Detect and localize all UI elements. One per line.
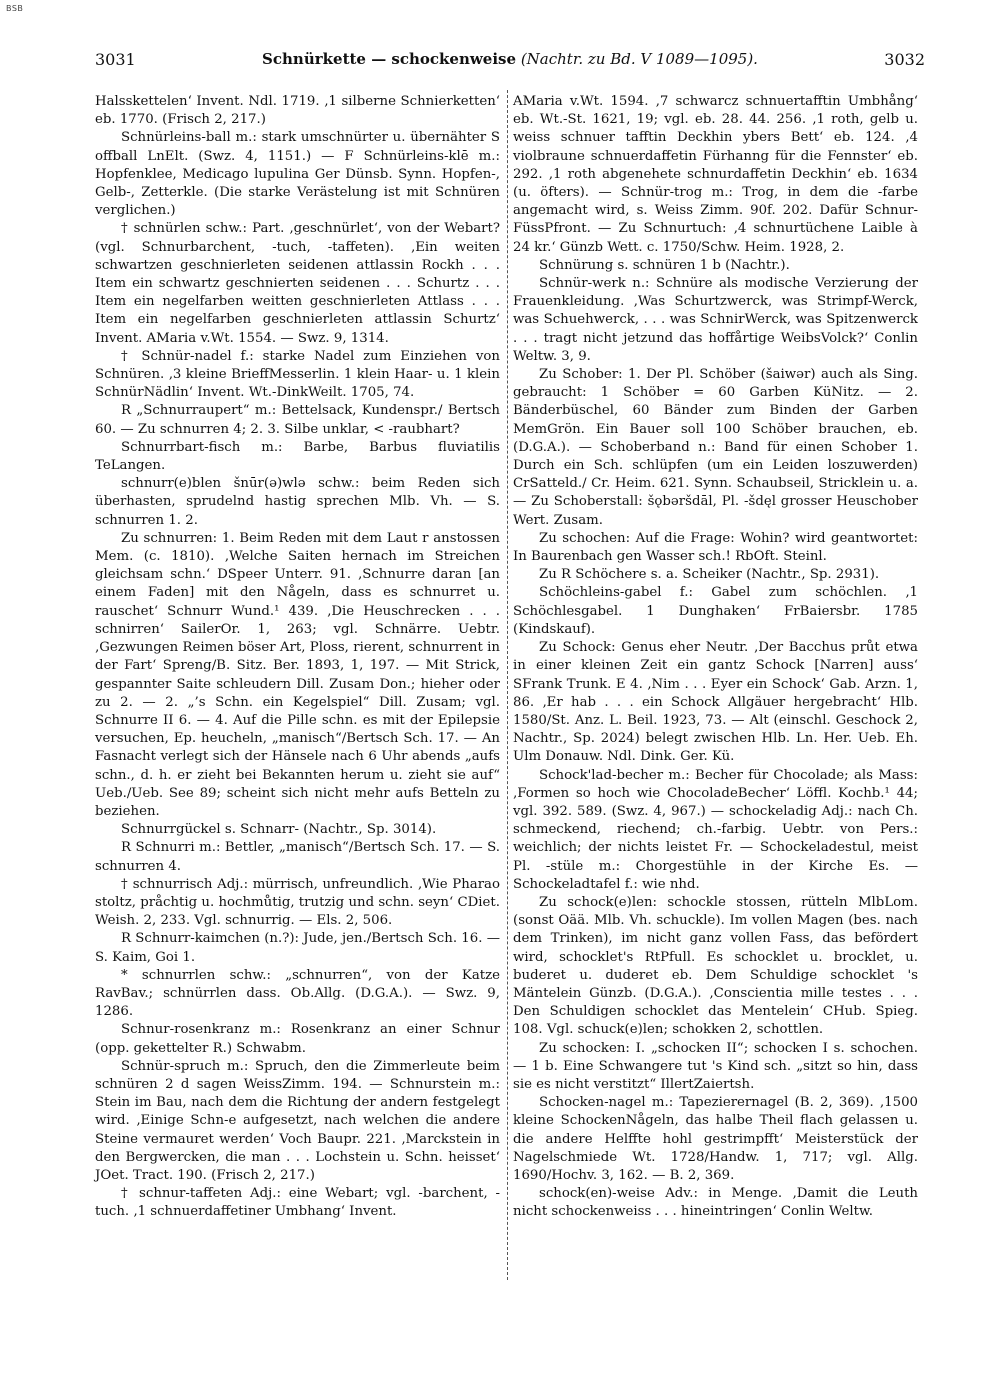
- dictionary-entry: Schock'lad-becher m.: Becher für Chocolade; als Mass: ‚Formen so hoch wie ChocoladeBecher‘ Löffl. Kochb.¹ 44; vgl. 392. 589. (Swz. 4, 967.) — schockeladig Adj.: nach Ch. schmeckend, riechend; ch.-farbig. Uebtr. von Pers.: weichlich; der nichts leistet Fr. — Schockeladestul, meist Pl. -stüle m.: Chorgestühle in der Kirche Es. — Schockeladtafel f.: wie nhd.: [513, 767, 918, 892]
- dictionary-entry: Schnür-spruch m.: Spruch, den die Zimmerleute beim schnüren 2 d sagen WeissZimm. 194. — Schnurstein m.: Stein im Bau, nach dem die Richtung der andern festgelegt wird. ‚Einige Schn-e aufgesetzt, nach welchen die andere Steine vermauret werden‘ Voch Baupr. 221. ‚Marckstein in den Bergwercken, die man . . . Lochstein u. Schn. heisset‘ JOet. Tract. 190. (Frisch 2, 217.): [95, 1058, 500, 1183]
- dictionary-entry: Zu R Schöchere s. a. Scheiker (Nachtr., Sp. 2931).: [539, 567, 880, 583]
- dictionary-entry: Schnürung s. schnüren 1 b (Nachtr.).: [539, 257, 790, 273]
- dictionary-entry: Schnurrgückel s. Schnarr- (Nachtr., Sp. 3014).: [121, 822, 437, 838]
- running-head: [95, 50, 925, 68]
- dictionary-entry: Schnur-rosenkranz m.: Rosenkranz an einer Schnur (opp. gekettelter R.) Schwabm.: [95, 1022, 500, 1056]
- dictionary-entry: Zu Schober: 1. Der Pl. Schöber (šaiwər) auch als Sing. gebraucht: 1 Schöber = 60 Garben KüNitz. — 2. Bänderbüschel, 60 Bänder zum Binden der Garben MemGrön. Ein Bauer soll 100 Schöber brauchen, eb. (D.G.A.). — Schoberband n.: Band für einen Schober 1. Durch ein Sch. schlüpfen (um ein Leiden loszuwerden) CrSatteld./ Cr. Heim. 621. Synn. Schaubseil, Stricklein u. a. — Zu Schoberstall: šǫbəršdāl, Pl. -šdęl grosser Heuschober Wert. Zusam.: [513, 367, 918, 528]
- page-header: [95, 50, 925, 74]
- dictionary-entry: Schnurrbart-fisch m.: Barbe, Barbus fluviatilis TeLangen.: [95, 439, 500, 474]
- right-column: [513, 93, 918, 1222]
- running-subtitle: (Nachtr. zu Bd. V 1089—1095).: [520, 50, 758, 68]
- dictionary-entry: Zu schock(e)len: schockle stossen, rütteln MlbLom. (sonst Oää. Mlb. Vh. schuckle). Im vollen Magen (bes. nach dem Trinken), im nicht ganz vollen Fass, das befördert wird, schocklet's RtPfull. Es schocklet u. brocklet, u. buderet u. duderet eb. Dem Schuldige schocklet 's Mäntelein Günzb. (D.G.A.). ‚Conscientia mille testes . . . Den Schuldigen schocklet das Mentelein‘ CHub. Spieg. 108. Vgl. schuck(e)len; schokken 2, schottlen.: [513, 894, 918, 1038]
- dictionary-entry: † Schnür-nadel f.: starke Nadel zum Einziehen von Schnüren. ‚3 kleine BrieffMesserlin. 1 klein Haar- u. 1 klein SchnürNädlin‘ Invent. Wt.-DinkWeilt. 1705, 74.: [95, 348, 500, 401]
- dictionary-entry: † schnurrisch Adj.: mürrisch, unfreundlich. ‚Wie Pharao stoltz, pråchtig u. hochmůtig, trutzig und schn. seyn‘ CDiet. Weish. 2, 233. Vgl. schnurrig. — Els. 2, 506.: [95, 876, 500, 929]
- library-stamp: BSB: [6, 4, 24, 13]
- dictionary-entry: R „Schnurraupert“ m.: Bettelsack, Kundenspr./ Bertsch 60. — Zu schnurren 4; 2. 3. Silbe unklar, < -raubhart?: [95, 403, 500, 437]
- dictionary-entry: Zu schnurren: 1. Beim Reden mit dem Laut r anstossen Mem. (c. 1810). ‚Welche Saiten hernach im Streichen gleichsam schn.‘ DSpeer Unterr. 91. ‚Schnurre daran [an einem Faden] mit den Någeln, dass es schnurret u. rauschet‘ Schnurr Wund.¹ 439. ‚Die Heuschrecken . . . schnirren‘ SailerOr. 1, 263; vgl. Schnärre. Uebtr. ‚Gezwungen Reimen böser Art, Ploss, rierent, schnurrent in der Fart‘ Spreng/B. Sitz. Ber. 1893, 1, 197. — Mit Strick, gespannter Saite schleudern Dill. Zusam Don.; hieher oder zu 2. — 2. „’s Schn. ein Kegelspiel“ Dill. Zusam; vgl. Schnurre II 6. — 4. Auf die Pille schn. es mit der Epilepsie versuchen, Ep. heucheln, „manisch“/Bertsch Sch. 17. — An Fasnacht verlegt sich der Hänsele nach 6 Uhr abends „aufs schn., d. h. er zieht bei Bekannten herum u. zieht sie auf“ Ueb./Ueb. See 89; scheint sich nicht mehr aufs Betteln zu beziehen.: [95, 530, 500, 819]
- page-number-right: 3032: [884, 50, 925, 69]
- dictionary-entry: schnurr(e)blen šnūr(ə)wlə schw.: beim Reden sich überhasten, sprudelnd hastig sprechen Mlb. Vh. — S. schnurren 1. 2.: [95, 476, 500, 528]
- dictionary-entry: schock(en)-weise Adv.: in Menge. ‚Damit die Leuth nicht schockenweiss . . . hineintringen‘ Conlin Weltw.: [513, 1186, 918, 1220]
- dictionary-entry: Halsskettelen‘ Invent. Ndl. 1719. ‚1 silberne Schnierketten‘ eb. 1770. (Frisch 2, 217.): [95, 94, 500, 128]
- dictionary-entry: R Schnurr-kaimchen (n.?): Jude, jen./Bertsch Sch. 16. — S. Kaim, Goi 1.: [95, 931, 500, 965]
- page-number-left: 3031: [95, 50, 136, 69]
- column-divider: [507, 90, 508, 1280]
- dictionary-entry: Schnür-werk n.: Schnüre als modische Verzierung der Frauenkleidung. ‚Was Schurtzwerck, was Strimpf-Werck, was Schuehwerck, . . . was SchnirWerck, was Spitzenwerck . . . tragt nicht jetzund das hoffårtige WeibsVolck?‘ Conlin Weltw. 3, 9.: [513, 276, 918, 364]
- running-title: Schnürkette — schockenweise: [262, 50, 517, 68]
- dictionary-entry: † schnürlen schw.: Part. ‚geschnürlet‘, von der Webart? (vgl. Schnurbarchent, -tuch, -taffeten). ‚Ein weiten schwartzen geschnierleten seidenen attlassin Rockh . . . Item ein schwartz geschnierten seidenen . . . Schurtz . . . Item ein negelfarben weitten geschnierleten Attlass . . . Item ein negelfarben geschnierleten attlassin Schurtz‘ Invent. AMaria v.Wt. 1554. — Swz. 9, 1314.: [95, 221, 500, 346]
- dictionary-entry: Schöchleins-gabel f.: Gabel zum schöchlen. ‚1 Schöchlesgabel. 1 Dunghaken‘ FrBaiersbr. 1785 (Kindskauf).: [513, 585, 918, 637]
- dictionary-entry: † schnur-taffeten Adj.: eine Webart; vgl. -barchent, -tuch. ‚1 schnuerdaffetiner Umbhang‘ Invent.: [95, 1186, 500, 1220]
- dictionary-entry: Schocken-nagel m.: Tapezierernagel (B. 2, 369). ‚1500 kleine SchockenNågeln, das halbe Theil flach gelassen u. die andere Helffte hohl gestrimpfft‘ Meisterstück der Nagelschmiede Wt. 1728/Handw. 1, 717; vgl. Allg. 1690/Hochv. 3, 162. — B. 2, 369.: [513, 1095, 918, 1183]
- dictionary-entry: * schnurrlen schw.: „schnurren“, von der Katze RavBav.; schnürrlen dass. Ob.Allg. (D.G.A.). — Swz. 9, 1286.: [95, 967, 500, 1020]
- dictionary-entry: AMaria v.Wt. 1594. ‚7 schwarcz schnuertafftin Umbhång‘ eb. Wt.-St. 1621, 19; vgl. eb. 28. 44. 256. ‚1 roth, gelb u. weiss schnuer tafftin Deckhin ybers Bett‘ eb. 124. ‚4 violbraune schnuerdaffetin Fürhanng für die Fennster‘ eb. 292. ‚1 roth abgenehete schnurdaffetin Deckhin‘ eb. 1634 (u. öfters). — Schnür-trog m.: Trog, in dem die -farbe angemacht wird, s. Weiss Zimm. 90f. 202. Dafür Schnur- FüssPfront. — Zu Schnurtuch: ‚4 schnurtüchene Laible à 24 kr.‘ Günzb Wett. c. 1750/Schw. Heim. 1928, 2.: [513, 94, 918, 255]
- dictionary-entry: Zu schocken: I. „schocken II“; schocken I s. schochen. — 1 b. Eine Schwangere tut 's Kind sch. „sitzt so hin, dass sie es nicht verstitzt“ IllertZaiertsh.: [513, 1040, 918, 1092]
- dictionary-entry: Zu schochen: Auf die Frage: Wohin? wird geantwortet: In Baurenbach gen Wasser sch.! RbOft. Steinl.: [513, 530, 918, 565]
- dictionary-entry: Schnürleins-ball m.: stark umschnürter u. übernähter S offball LnElt. (Swz. 4, 1151.) — F Schnürleins-klē m.: Hopfenklee, Medicago lupulina Ger Dünsb. Synn. Hopfen-, Gelb-, Zetterkle. (Die starke Verästelung ist mit Schnüren verglichen.): [95, 130, 500, 219]
- left-column: [95, 93, 500, 1222]
- dictionary-entry: R Schnurri m.: Bettler, „manisch“/Bertsch Sch. 17. — S. schnurren 4.: [95, 840, 500, 874]
- dictionary-entry: Zu Schock: Genus eher Neutr. ‚Der Bacchus průt etwa in einer kleinen Zeit ein gantz Schock [Narren] auss‘ SFrank Trunk. E 4. ‚Nim . . . Eyer ein Schock‘ Gab. Arzn. 1, 86. ‚Er hab . . . ein Schock Allgäuer hergebracht‘ Hlb. 1580/St. Anz. L. Beil. 1923, 73. — Alt (einschl. Geschock 2, Nachtr., Sp. 2024) belegt zwischen Hlb. Ln. Her. Ueb. Eh. Ulm Donauw. Ndl. Dink. Ger. Kü.: [513, 640, 918, 765]
